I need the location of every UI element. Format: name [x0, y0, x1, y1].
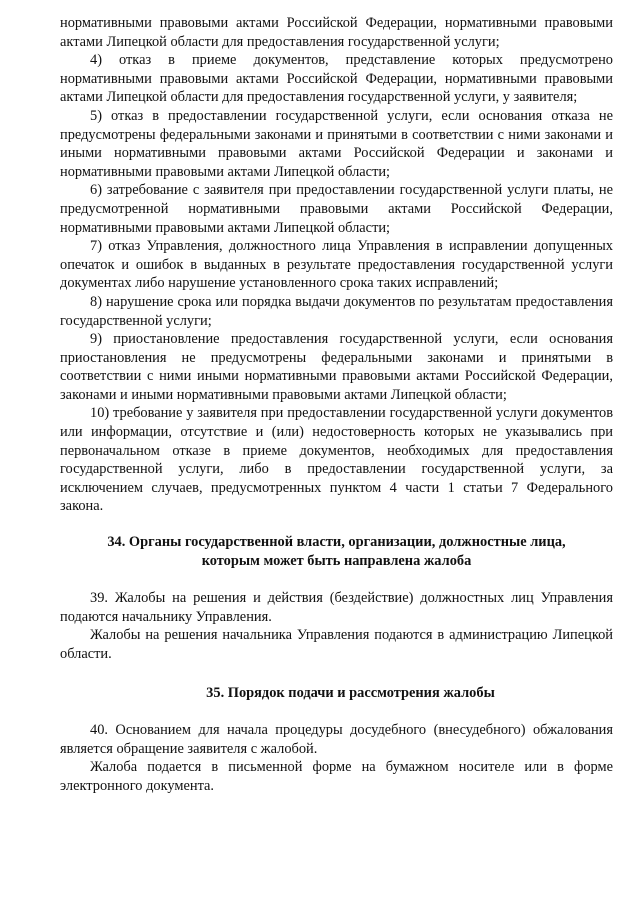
paragraph-40-continued: Жалоба подается в письменной форме на бумажном носителе или в форме электронного документа. — [60, 759, 613, 794]
paragraph-item-4: 4) отказ в приеме документов, представление которых предусмотрено нормативными правовыми актами Российской Федерации, нормативными правовыми актами Липецкой области для предоставления государственной услуги, у заявителя; — [60, 52, 613, 106]
paragraph-39: 39. Жалобы на решения и действия (бездействие) должностных лиц Управления подаются начальнику Управления. — [60, 590, 613, 625]
document-page — [60, 14, 613, 796]
paragraph-item-10: 10) требование у заявителя при предоставлении государственной услуги документов или информации, отсутствие и (или) недостоверность которых не указывались при первоначальном отказе в приеме документов, необходимых для предоставления государственной услуги, либо в предоставлении государственной услуги, за исключением случаев, предусмотренных пунктом 4 части 1 статьи 7 Федерального закона. — [60, 405, 613, 515]
paragraph-item-7: 7) отказ Управления, должностного лица Управления в исправлении допущенных опечаток и ошибок в выданных в результате предоставления государственной услуги документах либо нарушение установленного срока таких исправлений; — [60, 238, 613, 292]
paragraph-item-5: 5) отказ в предоставлении государственной услуги, если основания отказа не предусмотрены федеральными законами и принятыми в соответствии с ними законами и иными нормативными правовыми актами Российской Федерации и законами и нормативными правовыми актами Липецкой области; — [60, 107, 613, 180]
paragraph-item-9: 9) приостановление предоставления государственной услуги, если основания приостановления не предусмотрены федеральными законами и принятыми в соответствии с ними иными нормативными правовыми актами Российской Федерации, законами и иными нормативными правовыми актами Липецкой области; — [60, 331, 613, 403]
section-35-heading: 35. Порядок подачи и рассмотрения жалобы — [206, 684, 495, 701]
paragraph-item-6: 6) затребование с заявителя при предоставлении государственной услуги платы, не предусмотренной нормативными правовыми актами Российской Федерации, нормативными правовыми актами Липецкой области; — [60, 182, 613, 236]
section-34-heading: 34. Органы государственной власти, организации, должностные лица, которым может быть направлена жалоба — [107, 534, 566, 569]
paragraph-39-continued: Жалобы на решения начальника Управления подаются в администрацию Липецкой области. — [60, 627, 613, 662]
paragraph-40: 40. Основанием для начала процедуры досудебного (внесудебного) обжалования является обращение заявителя с жалобой. — [60, 722, 613, 757]
paragraph-continuation: нормативными правовыми актами Российской Федерации, нормативными правовыми актами Липецкой области для предоставления государственной услуги; — [60, 15, 613, 50]
paragraph-item-8: 8) нарушение срока или порядка выдачи документов по результатам предоставления государственной услуги; — [60, 293, 613, 329]
